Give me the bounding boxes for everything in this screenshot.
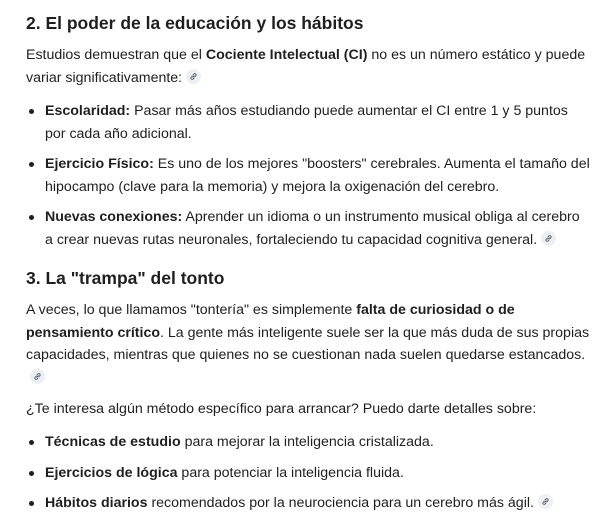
bullet <box>29 162 34 167</box>
section-2-intro: Estudios demuestran que el Cociente Intelectual (CI) no es un número estático y puede variar significativamente: <box>26 47 586 86</box>
list-item: Técnicas de estudio para mejorar la inteligencia cristalizada. <box>26 431 590 454</box>
list-item: Nuevas conexiones: Aprender un idioma o un instrumento musical obliga al cerebro a crear nuevas rutas neuronales, fortaleciendo tu capacidad cognitiva general. <box>26 206 590 251</box>
list-item: Ejercicios de lógica para potenciar la inteligencia fluida. <box>26 462 590 485</box>
followup-list <box>26 431 590 515</box>
section-3-paragraph: A veces, lo que llamamos "tontería" es simplemente falta de curiosidad o de pensamiento crítico. La gente más inteligente suele ser la que más duda de sus propias capacidades, mientras que quienes no se cuestionan nada suelen quedarse estancados. <box>26 299 590 389</box>
source-link-icon[interactable] <box>541 231 556 246</box>
section-2-list <box>26 100 590 251</box>
list-item: Hábitos diarios recomendados por la neurociencia para un cerebro más ágil. <box>26 492 590 515</box>
followup-question: ¿Te interesa algún método específico para arrancar? Puedo darte detalles sobre: <box>26 401 537 417</box>
bullet <box>29 501 34 506</box>
section-heading-2: 2. El poder de la educación y los hábitos <box>26 13 364 33</box>
source-link-icon[interactable] <box>30 369 45 384</box>
bullet <box>29 215 34 220</box>
source-link-icon[interactable] <box>186 69 201 84</box>
source-link-icon[interactable] <box>538 494 553 509</box>
list-item: Ejercicio Físico: Es uno de los mejores "boosters" cerebrales. Aumenta el tamaño del hipocampo (clave para la memoria) y mejora la oxigenación del cerebro. <box>26 153 590 198</box>
bullet <box>29 440 34 445</box>
bullet <box>29 471 34 476</box>
section-heading-3: 3. La "trampa" del tonto <box>26 268 225 288</box>
bullet <box>29 109 34 114</box>
list-item: Escolaridad: Pasar más años estudiando puede aumentar el CI entre 1 y 5 puntos por cada año adicional. <box>26 100 590 145</box>
